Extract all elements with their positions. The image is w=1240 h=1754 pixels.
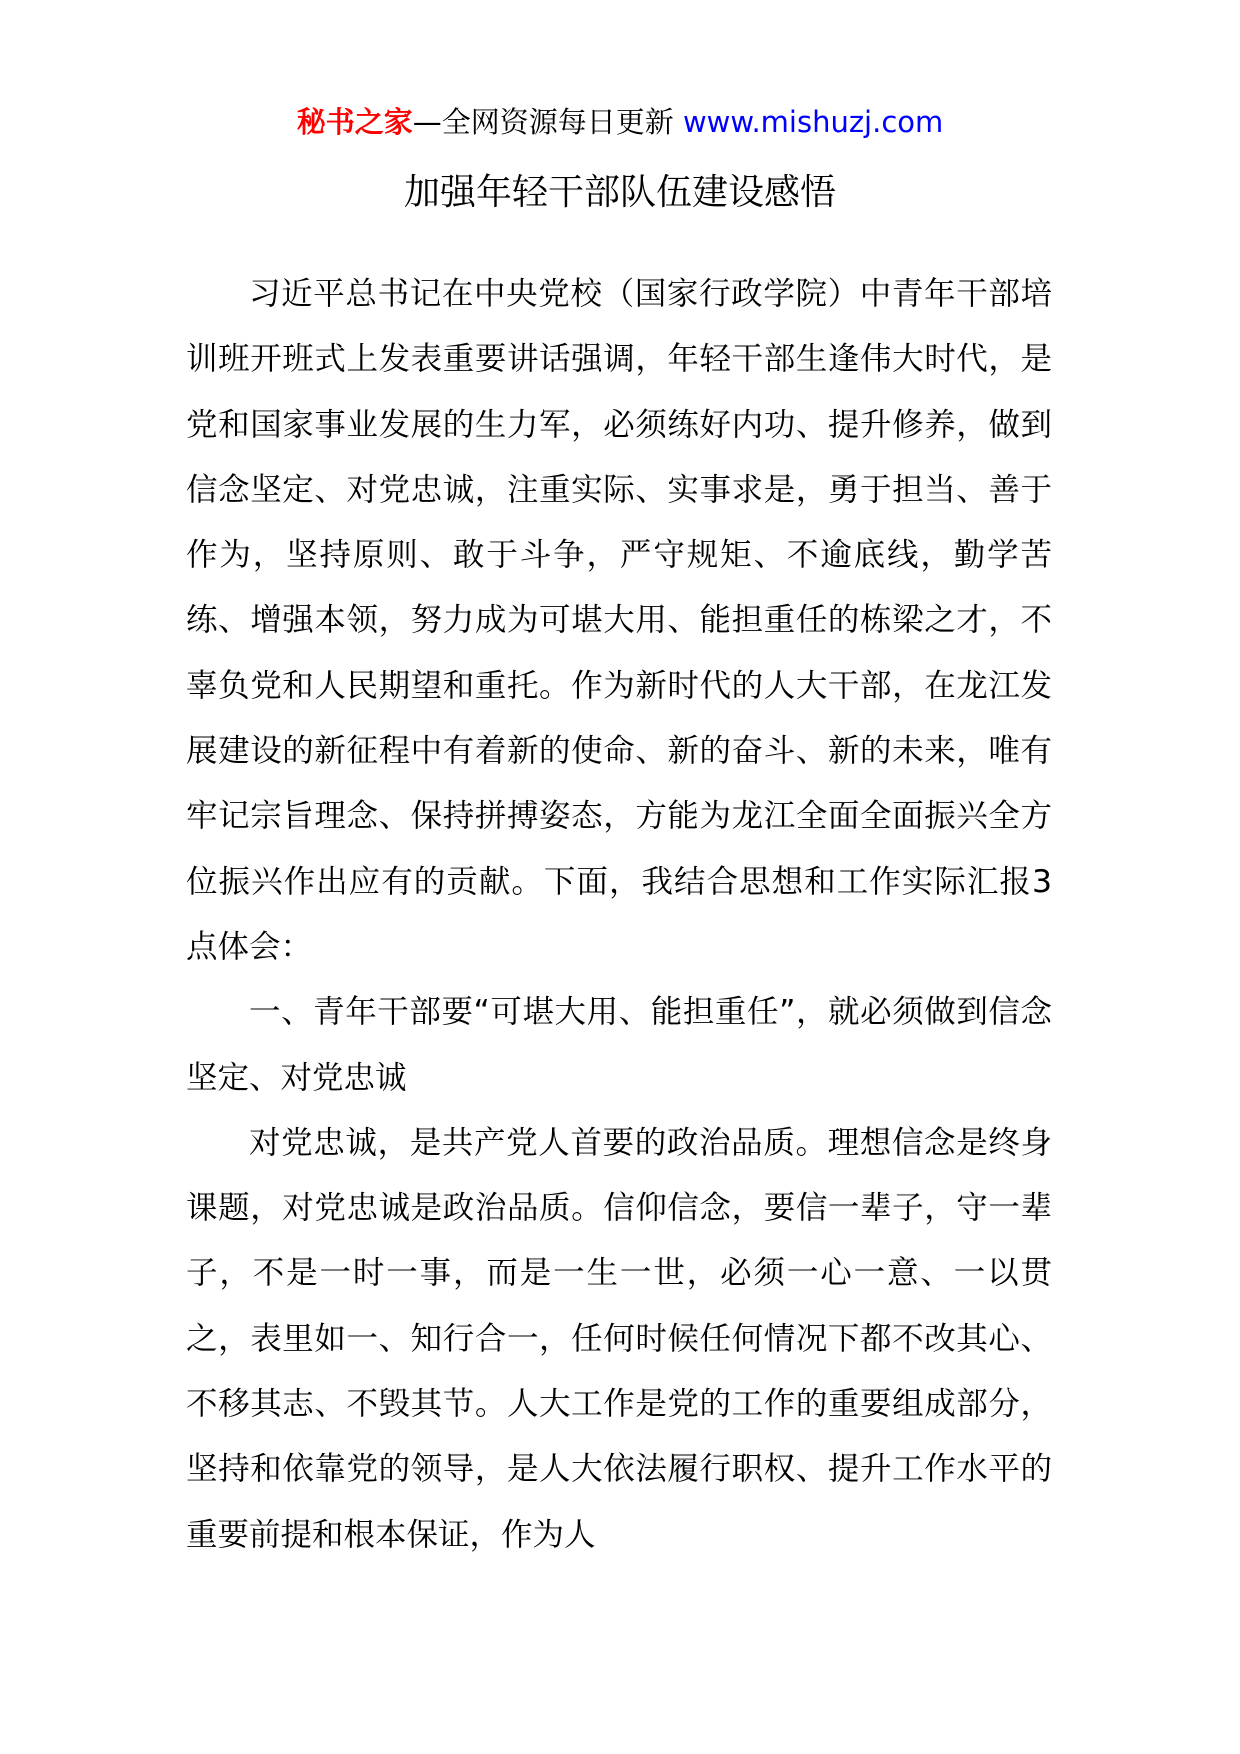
brand-name: 秘书之家 xyxy=(296,105,413,139)
document-body xyxy=(186,262,1052,1568)
section-heading-1: 一、青年干部要“可堪大用、能担重任”，就必须做到信念坚定、对党忠诚 xyxy=(186,994,1052,1096)
site-header xyxy=(0,102,1240,142)
body-paragraph-section-1: 对党忠诚，是共产党人首要的政治品质。理想信念是终身课题，对党忠诚是政治品质。信仰信念，要信一辈子，守一辈子，不是一时一事，而是一生一世，必须一心一意、一以贯之，表里如一、知行合一，任何时候任何情况下都不改其心、不移其志、不毁其节。人大工作是党的工作的重要组成部分，坚持和依靠党的领导，是人大依法履行职权、提升工作水平的重要前提和根本保证，作为人 xyxy=(186,1124,1052,1553)
site-url-link[interactable]: www.mishuzj.com xyxy=(682,105,944,139)
document-title: 加强年轻干部队伍建设感悟 xyxy=(403,172,836,213)
body-paragraph-intro: 习近平总书记在中央党校（国家行政学院）中青年干部培训班开班式上发表重要讲话强调，年轻干部生逢伟大时代，是党和国家事业发展的生力军，必须练好内功、提升修养，做到信念坚定、对党忠诚，注重实际、实事求是，勇于担当、善于作为，坚持原则、敢于斗争，严守规矩、不逾底线，勤学苦练、增强本领，努力成为可堪大用、能担重任的栋梁之才，不辜负党和人民期望和重托。作为新时代的人大干部，在龙江发展建设的新征程中有着新的使命、新的奋斗、新的未来，唯有牢记宗旨理念、保持拼搏姿态，方能为龙江全面全面振兴全方位振兴作出应有的贡献。下面，我结合思想和工作实际汇报3点体会： xyxy=(186,276,1052,965)
site-tagline: —全网资源每日更新 xyxy=(412,105,683,139)
